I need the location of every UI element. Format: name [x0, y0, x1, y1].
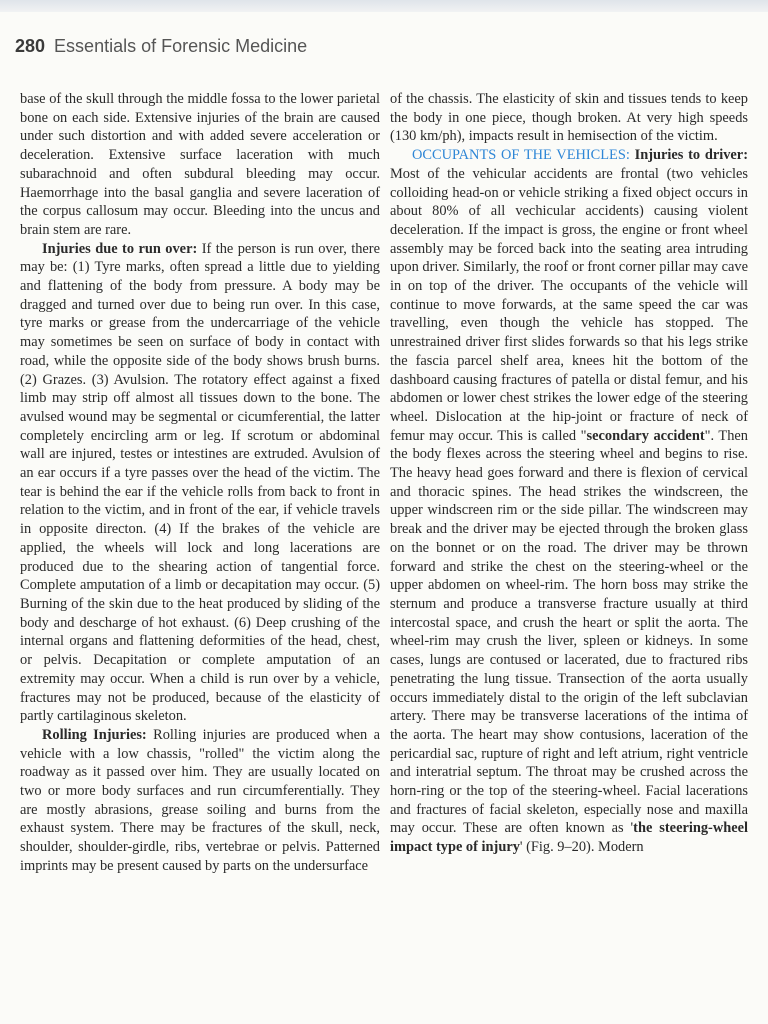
emphasized-term: the steering-wheel impact type of injury [390, 820, 748, 856]
paragraph-text: Most of the vehicular accidents are frontal (two vehicles colloiding head-on or vehicle striking a fixed object occurs in about 80% of all vechicular accidents) causing violent deceleration. If the impact is gross, the engine or front wheel assembly may be forced back into the seating area intruding upon driver. Similarly, the roof or front corner pillar may cave in on top of the driver. The occupants of the vehicle will continue to move forwards, at the same speed the car was travelling, even though the vehicle has stopped. The unrestrained driver first slides forwards so that his legs strike the fascia parcel shelf area, knees hit the bottom of the dashboard causing fractures of patella or distal femur, and his abdomen or lower chest strikes the lower edge of the steering wheel. Dislocation at the hip-joint or fracture of neck of femur may occur. This is called " [390, 165, 748, 444]
running-header [15, 36, 307, 57]
paragraph-text: If the person is run over, there may be: (1) Tyre marks, often spread a little due to yielding and flattening of the body from pressure. A body may be dragged and turned over due to being run over. In this case, tyre marks or grease from the undercarriage of the vehicle may sometimes be seen on surface of body in contact with road, while the opposite side of the body shows brush burns. (2) Grazes. (3) Avulsion. The rotatory effect against a fixed limb may strip off almost all tissues down to the bone. The avulsed wound may be segmental or cicumferential, the latter completely encircling arm or leg. If scrotum or abdominal wall are injured, testes or intestines are extruded. Avulsion of an ear occurs if a tyre passes over the head of the victim. The tear is behind the ear if the vehicle rolls from back to front in relation to the victim, and in front of the ear, if vehicle travels in opposite directon. (4) If the brakes of the vehicle are applied, the wheels will lock and long lacerations are produced due to the shearing action of tangential force. Complete amputation of a limb or decapitation may occur. (5) Burning of the skin due to the heat produced by sliding of the body and descharge of hot exhaust. (6) Deep crushing of the internal organs and flattening deformities of the head, chest, or pelvis. Decapitation or complete amputation of an extremity may occur. When a child is run over by a vehicle, fractures may not be produced, because of the elasticity of partly cartilaginous skeleton. [20, 240, 380, 725]
section-heading-caps: OCCUPANTS OF THE VEHICLES: [412, 147, 630, 164]
paragraph: base of the skull through the middle fossa to the lower parietal bone on each side. Extensive injuries of the brain are caused under such distortion and with added severe acceleration or deceleration. Extensive surface laceration with much subarachnoid and often subdural bleeding may occur. Haemorrhage into the basal ganglia and severe laceration of the corpus callosum may occur. Bleeding into the uncus and brain stem are rare. [20, 91, 380, 238]
paragraph [20, 726, 380, 876]
emphasized-term: secondary accident [586, 427, 705, 444]
paragraph [20, 240, 380, 726]
paragraph [390, 146, 748, 857]
book-title: Essentials of Forensic Medicine [54, 36, 308, 56]
section-heading: Injuries due to run over: [42, 240, 198, 257]
left-column [20, 90, 380, 876]
section-heading: Rolling Injuries: [42, 726, 147, 743]
top-band [0, 0, 768, 12]
subsection-heading: Injuries to driver: [629, 147, 748, 164]
paragraph-text: ' (Fig. 9–20). Modern [519, 839, 644, 856]
right-column [390, 90, 748, 857]
paragraph: of the chassis. The elasticity of skin and tissues tends to keep the body in one piece, though broken. At very high speeds (130 km/ph), impacts result in hemisection of the victim. [390, 91, 748, 145]
paragraph-text: ". Then the body flexes across the steering wheel and begins to rise. The heavy head goes forward and there is flexion of cervical and thoracic spines. The head strikes the windscreen, the upper windscreen rim or the side pillar. The windscreen may break and the driver may be ejected through the broken glass on the bonnet or on the road. The driver may be thrown forward and strike the chest on the steering-wheel or the upper abdomen on wheel-rim. The horn boss may strike the sternum and produce a transverse fracture usually at third intercostal space, and crush the heart or split the aorta. The wheel-rim may crush the liver, spleen or kidneys. In some cases, lungs are contused or lacerated, due to fractured ribs penetrating the lung tissue. Transection of the aorta usually occurs immediately distal to the origin of the left subclavian artery. There may be transverse lacerations of the intima of the aorta. The heart may show contusions, laceration of the pericardial sac, rupture of right and left atrium, right ventricle and interatrial septum. The throat may be crushed across the horn-ring or the top of the steering-wheel. Facial lacerations and fractures of facial skeleton, especially nose and maxilla may occur. These are often known as ' [390, 427, 748, 837]
page-number: 280 [15, 36, 46, 56]
paragraph-text: Rolling injuries are produced when a vehicle with a low chassis, "rolled" the victim along the roadway as it passed over him. They are usually located on two or more body surfaces and run circumferentially. They are mostly abrasions, grease soiling and burns from the exhaust system. There may be fractures of the skull, neck, shoulder, shoulder-girdle, ribs, vertebrae or pelvis. Patterned imprints may be present caused by parts on the undersurface [20, 726, 380, 874]
